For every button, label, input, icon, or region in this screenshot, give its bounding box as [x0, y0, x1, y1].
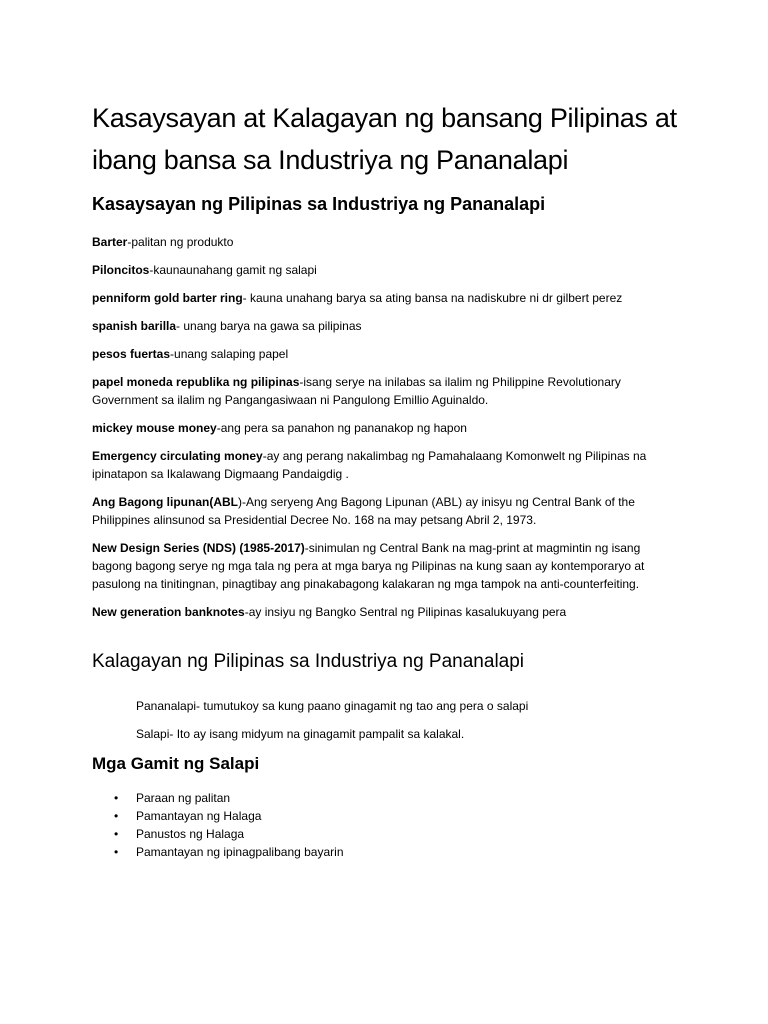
- history-entry: [92, 345, 678, 363]
- entry-text: )-Ang seryeng Ang Bagong Lipunan (ABL) ay inisyu ng Central Bank of the Philippines alinsunod sa Presidential Decree No. 168 na may petsang Abril 2, 1973.: [92, 495, 635, 527]
- entry-text: -sinimulan ng Central Bank na mag-print at magmintin ng isang bagong bagong serye ng mga tala ng pera at mga barya ng Pilipinas na kung saan ay kontemporaryo at pasulong na tinitingnan, pinagtibay ang pinakabagong kalakaran ng mga tampok na anti-counterfeiting.: [92, 541, 645, 591]
- entry-term: penniform gold barter ring: [92, 291, 243, 305]
- list-item-label: Paraan ng palitan: [136, 791, 231, 805]
- entry-term: papel moneda republika ng pilipinas: [92, 375, 300, 389]
- history-entry: [92, 603, 678, 621]
- history-entry: [92, 447, 678, 483]
- history-entry: [92, 233, 678, 251]
- entry-term: Ang Bagong lipunan(ABL: [92, 495, 238, 509]
- history-entry: [92, 419, 678, 437]
- entry-text: - unang barya na gawa sa pilipinas: [176, 319, 362, 333]
- document-title: [92, 97, 678, 181]
- entry-term: pesos fuertas: [92, 347, 171, 361]
- entry-text: -ay ang perang nakalimbag ng Pamahalaang Komonwelt ng Pilipinas na ipinatapon sa Ikalawang Digmaang Pandaigdig .: [92, 449, 647, 481]
- entry-term: Piloncitos: [92, 263, 150, 277]
- history-entry: [92, 373, 678, 409]
- uses-list: [92, 789, 678, 861]
- entry-text: -kaunaunahang gamit ng salapi: [149, 263, 317, 277]
- list-item-label: Panustos ng Halaga: [136, 827, 245, 841]
- list-item: [114, 843, 678, 861]
- entry-term: Emergency circulating money: [92, 449, 263, 463]
- entry-text: -ang pera sa panahon ng pananakop ng hapon: [216, 421, 467, 435]
- list-item-label: Pamantayan ng Halaga: [136, 809, 262, 823]
- section-heading-gamit: Mga Gamit ng Salapi: [92, 754, 260, 773]
- history-entries: [92, 233, 678, 621]
- entry-text: -isang serye na inilabas sa ilalim ng Philippine Revolutionary Government sa ilalim ng Pangangasiwaan ni Pangulong Emillio Aguinaldo.: [92, 375, 621, 407]
- bullet-icon: •: [114, 791, 119, 805]
- entry-text: -unang salaping papel: [170, 347, 289, 361]
- definition-pananalapi: Pananalapi- tumutukoy sa kung paano ginagamit ng tao ang pera o salapi: [136, 699, 529, 713]
- list-item: [114, 825, 678, 843]
- entry-text: - kauna unahang barya sa ating bansa na nadiskubre ni dr gilbert perez: [242, 291, 623, 305]
- section-heading-kasaysayan: Kasaysayan ng Pilipinas sa Industriya ng Pananalapi: [92, 194, 546, 214]
- history-entry: [92, 493, 678, 529]
- list-item: [114, 789, 678, 807]
- entry-term: New Design Series (NDS) (1985-2017): [92, 541, 305, 555]
- entry-term: mickey mouse money: [92, 421, 217, 435]
- title-line-2: ibang bansa sa Industriya ng Pananalapi: [92, 145, 569, 175]
- history-entry: [92, 289, 678, 307]
- list-item-label: Pamantayan ng ipinagpalibang bayarin: [136, 845, 344, 859]
- title-line-1: Kasaysayan at Kalagayan ng bansang Pilipinas at: [92, 103, 677, 133]
- history-entry: [92, 261, 678, 279]
- history-entry: [92, 539, 678, 593]
- bullet-icon: •: [114, 827, 119, 841]
- entry-text: -ay insiyu ng Bangko Sentral ng Pilipinas kasalukuyang pera: [244, 605, 567, 619]
- entry-term: spanish barilla: [92, 319, 177, 333]
- bullet-icon: •: [114, 845, 119, 859]
- definition-salapi: Salapi- Ito ay isang midyum na ginagamit pampalit sa kalakal.: [136, 727, 465, 741]
- entry-term: New generation banknotes: [92, 605, 245, 619]
- history-entry: [92, 317, 678, 335]
- list-item: [114, 807, 678, 825]
- entry-term: Barter: [92, 235, 128, 249]
- section-heading-kalagayan: Kalagayan ng Pilipinas sa Industriya ng Pananalapi: [92, 651, 525, 672]
- bullet-icon: •: [114, 809, 119, 823]
- entry-text: -palitan ng produkto: [127, 235, 234, 249]
